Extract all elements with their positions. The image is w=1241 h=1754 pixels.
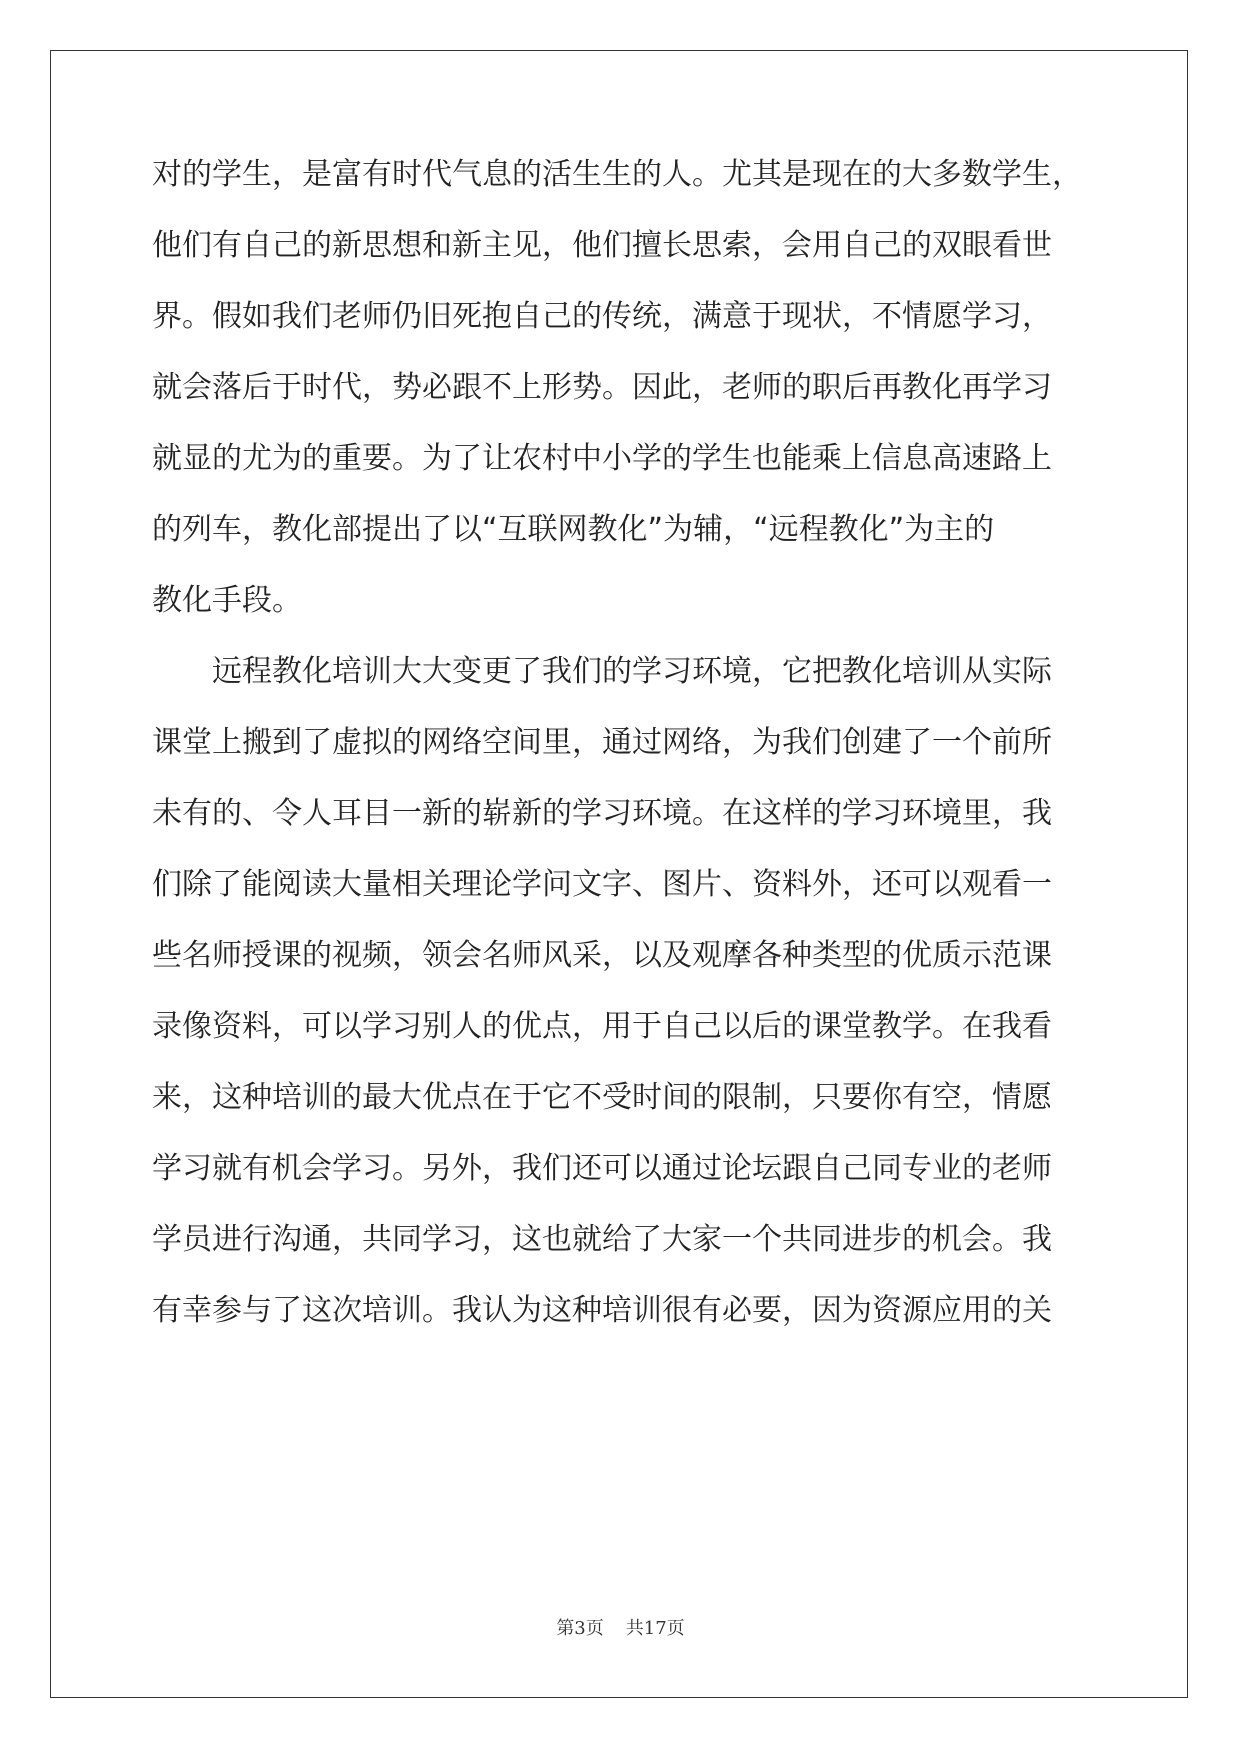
page-number: 第3页 [556, 1618, 604, 1639]
text-line: 来，这种培训的最大优点在于它不受时间的限制，只要你有空，情愿 [152, 1080, 1052, 1115]
text-line: 的列车，教化部提出了以“互联网教化”为辅，“远程教化”为主的 [152, 512, 995, 547]
text-line: 界。假如我们老师仍旧死抱自己的传统，满意于现状，不情愿学习， [152, 299, 1052, 334]
page-total: 共17页 [625, 1618, 685, 1639]
text-line: 有幸参与了这次培训。我认为这种培训很有必要，因为资源应用的关 [152, 1293, 1052, 1328]
text-line: 远程教化培训大大变更了我们的学习环境，它把教化培训从实际 [152, 654, 1052, 689]
page-footer [0, 1614, 1241, 1640]
text-line: 录像资料，可以学习别人的优点，用于自己以后的课堂教学。在我看 [152, 1009, 1052, 1044]
text-line: 学习就有机会学习。另外，我们还可以通过论坛跟自己同专业的老师 [152, 1151, 1052, 1186]
text-line: 教化手段。 [152, 583, 302, 618]
text-line: 就会落后于时代，势必跟不上形势。因此，老师的职后再教化再学习 [152, 370, 1052, 405]
text-line: 未有的、令人耳目一新的崭新的学习环境。在这样的学习环境里，我 [152, 796, 1052, 831]
text-line: 课堂上搬到了虚拟的网络空间里，通过网络，为我们创建了一个前所 [152, 725, 1052, 760]
text-line: 对的学生，是富有时代气息的活生生的人。尤其是现在的大多数学生， [152, 157, 1082, 192]
text-line: 就显的尤为的重要。为了让农村中小学的学生也能乘上信息高速路上 [152, 441, 1052, 476]
text-line: 些名师授课的视频，领会名师风采，以及观摩各种类型的优质示范课 [152, 938, 1052, 973]
text-line: 他们有自己的新思想和新主见，他们擅长思索，会用自己的双眼看世 [152, 228, 1052, 263]
text-line: 们除了能阅读大量相关理论学问文字、图片、资料外，还可以观看一 [152, 867, 1052, 902]
text-line: 学员进行沟通，共同学习，这也就给了大家一个共同进步的机会。我 [152, 1222, 1052, 1257]
